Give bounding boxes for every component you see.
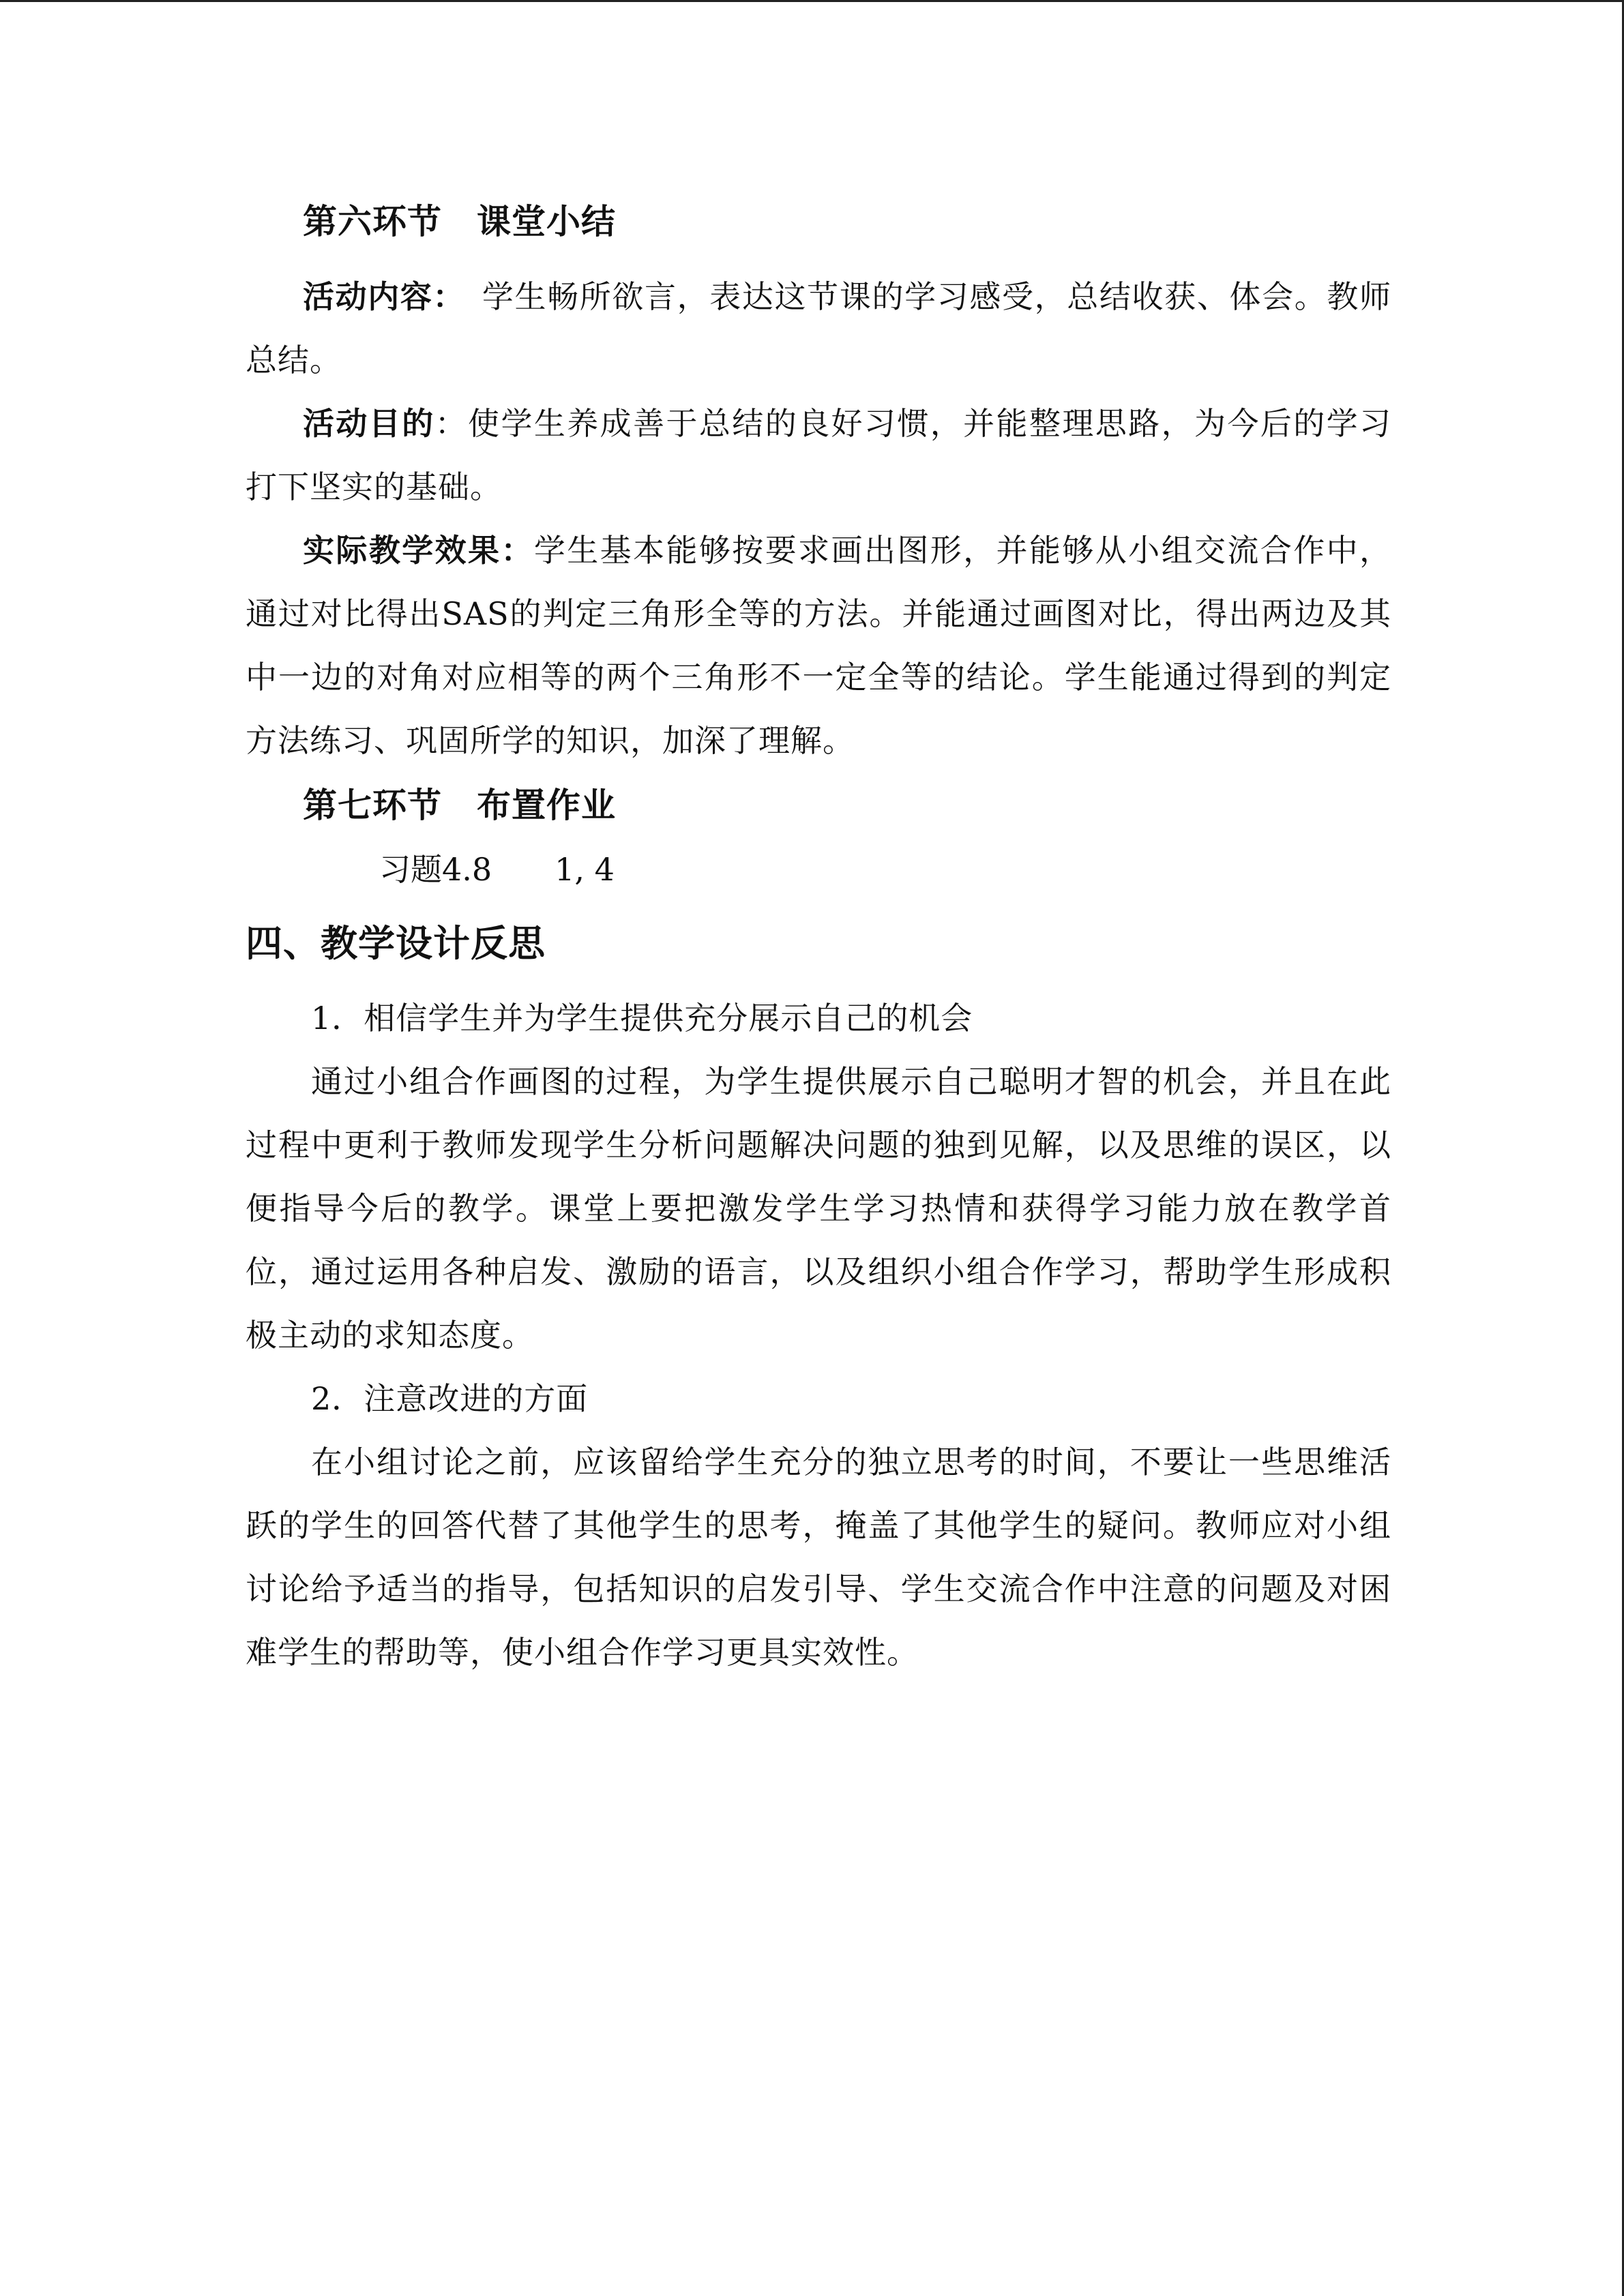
activity-content-paragraph	[246, 265, 1391, 392]
document-body	[246, 201, 1391, 1684]
spacer	[246, 826, 1391, 838]
section-heading-homework: 第七环节 布置作业	[303, 786, 616, 825]
homework-assignment: 习题4.8 1, 4	[379, 851, 615, 888]
activity-purpose-paragraph	[246, 392, 1391, 519]
reflection-item-1-text: 通过小组合作画图的过程，为学生提供展示自己聪明才智的机会，并且在此过程中更利于教师发现学生分析问题解决问题的独到见解，以及思维的误区，以便指导今后的教学。课堂上要把激发学生学习热情和获得学习能力放在教学首位，通过运用各种启发、激励的语言，以及组织小组合作学习，帮助学生形成积极主动的求知态度。	[246, 1062, 1391, 1354]
reflection-item-1-title: 1．相信学生并为学生提供充分展示自己的机会	[311, 999, 973, 1037]
reflection-item-2-text: 在小组讨论之前，应该留给学生充分的独立思考的时间，不要让一些思维活跃的学生的回答代替了其他学生的思考，掩盖了其他学生的疑问。教师应对小组讨论给予适当的指导，包括知识的启发引导、学生交流合作中注意的问题及对困难学生的帮助等，使小组合作学习更具实效性。	[246, 1443, 1391, 1671]
section-heading-summary: 第六环节 课堂小结	[303, 202, 616, 241]
reflection-item-2-title: 2．注意改进的方面	[311, 1380, 589, 1417]
activity-purpose-label: 活动目的	[303, 405, 435, 442]
activity-content-text: 学生畅所欲言，表达这节课的学习感受，总结收获、体会。教师总结。	[246, 278, 1392, 378]
activity-purpose-text: ：使学生养成善于总结的良好习惯，并能整理思路，为今后的学习打下坚实的基础。	[246, 405, 1391, 505]
reflection-heading: 四、教学设计反思	[246, 922, 546, 965]
activity-content-label: 活动内容：	[303, 278, 450, 315]
spacer	[246, 773, 1391, 785]
teaching-effect-label: 实际教学效果：	[303, 532, 534, 569]
teaching-effect-text: 学生基本能够按要求画出图形，并能够从小组交流合作中，通过对比得出SAS的判定三角形全等的方法。并能通过画图对比，得出两边及其中一边的对角对应相等的两个三角形不一定全等的结论。学生能通过得到的判定方法练习、巩固所学的知识，加深了理解。	[246, 532, 1391, 759]
teaching-effect-paragraph	[246, 519, 1391, 773]
